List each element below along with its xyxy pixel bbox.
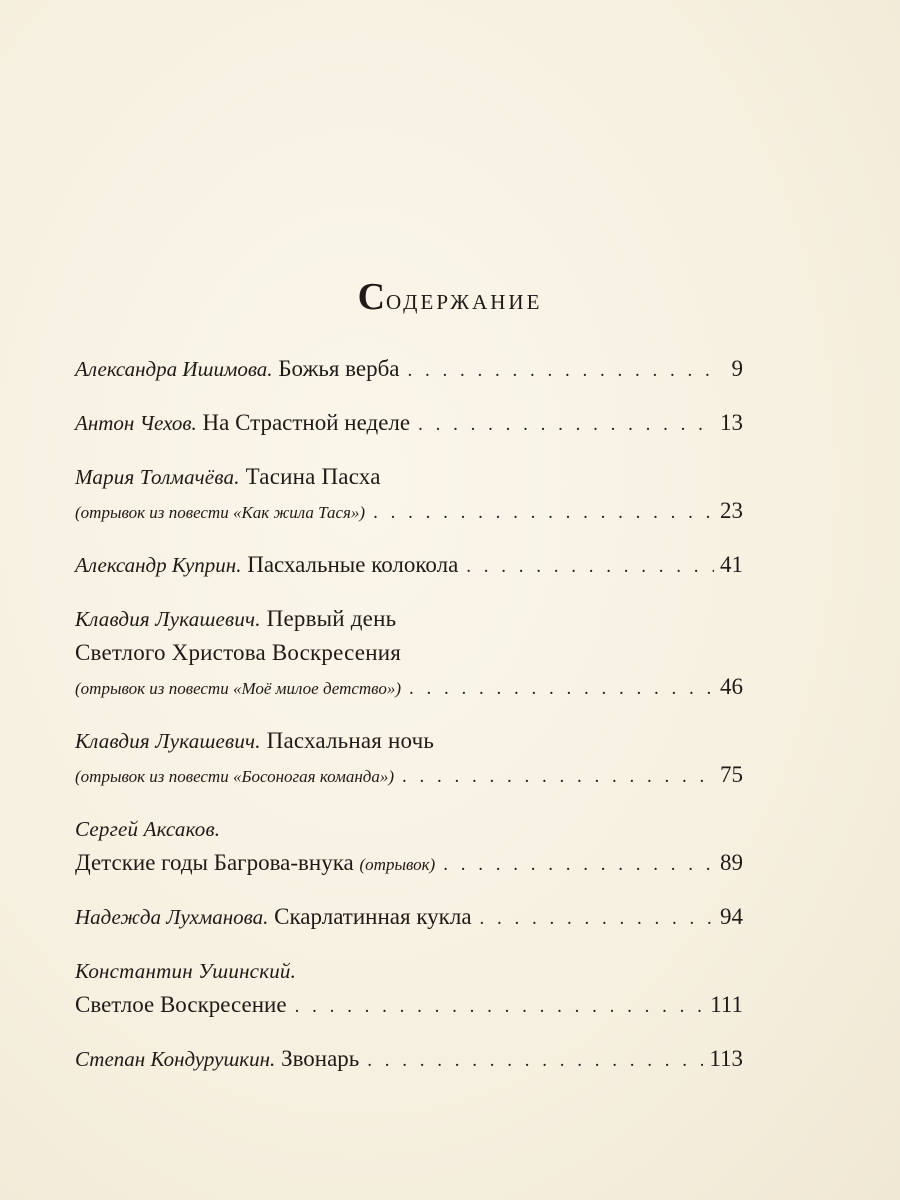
table-of-contents xyxy=(75,352,743,1096)
toc-author: Александра Ишимова. xyxy=(75,357,273,381)
dot-leader xyxy=(409,672,714,706)
toc-page-number: 9 xyxy=(731,356,743,381)
toc-row xyxy=(75,494,743,530)
toc-page-number: 89 xyxy=(720,850,743,875)
toc-heading xyxy=(75,548,458,582)
toc-author: Мария Толмачёва. xyxy=(75,465,240,489)
toc-note: (отрывок из повести «Босоногая команда») xyxy=(75,767,395,786)
toc-page-number: 94 xyxy=(720,904,743,929)
toc-title: Пасхальные колокола xyxy=(247,552,459,577)
toc-heading xyxy=(75,460,743,494)
toc-author: Клавдия Лукашевич. xyxy=(75,729,261,753)
toc-row xyxy=(75,988,743,1024)
toc-note: (отрывок из повести «Как жила Тася») xyxy=(75,503,366,522)
toc-entry[interactable] xyxy=(75,460,743,530)
toc-page-number: 23 xyxy=(720,498,743,523)
toc-author: Антон Чехов. xyxy=(75,411,197,435)
toc-note: (отрывок из повести «Моё милое детство») xyxy=(75,679,401,698)
toc-title-with-note xyxy=(75,846,435,882)
toc-entry[interactable] xyxy=(75,602,743,706)
toc-title: Скарлатинная кукла xyxy=(274,904,472,929)
dot-leader xyxy=(466,550,714,584)
toc-note: (отрывок) xyxy=(359,855,436,874)
toc-author: Клавдия Лукашевич. xyxy=(75,607,261,631)
dot-leader xyxy=(402,760,714,794)
toc-entry[interactable] xyxy=(75,900,743,936)
dot-leader xyxy=(418,408,714,442)
toc-author: Александр Куприн. xyxy=(75,553,242,577)
dot-leader xyxy=(295,990,705,1024)
toc-page-number: 111 xyxy=(710,992,743,1017)
toc-entry[interactable] xyxy=(75,406,743,442)
toc-row xyxy=(75,900,743,936)
dot-leader xyxy=(373,496,714,530)
toc-heading xyxy=(75,954,743,988)
toc-row xyxy=(75,406,743,442)
toc-page-number: 113 xyxy=(709,1046,743,1071)
toc-page-number: 46 xyxy=(720,674,743,699)
toc-title: Тасина Пасха xyxy=(245,464,381,489)
toc-title: Светлое Воскресение xyxy=(75,992,287,1017)
toc-entry[interactable] xyxy=(75,1042,743,1078)
toc-author: Константин Ушинский. xyxy=(75,959,297,983)
toc-title: На Страстной неделе xyxy=(202,410,411,435)
toc-page-number: 41 xyxy=(720,552,743,577)
toc-page-number: 13 xyxy=(720,410,743,435)
toc-heading xyxy=(75,812,743,846)
toc-title: Звонарь xyxy=(281,1046,360,1071)
dot-leader xyxy=(480,902,714,936)
toc-author: Сергей Аксаков. xyxy=(75,817,221,841)
toc-heading xyxy=(75,724,743,758)
toc-title: Первый день xyxy=(266,606,397,631)
dot-leader xyxy=(408,354,715,388)
toc-heading xyxy=(75,406,410,440)
toc-entry[interactable] xyxy=(75,724,743,794)
toc-author: Надежда Лухманова. xyxy=(75,905,269,929)
toc-heading xyxy=(75,1042,359,1076)
dot-leader xyxy=(367,1044,703,1078)
toc-title: Божья верба xyxy=(278,356,400,381)
toc-heading xyxy=(75,602,743,636)
toc-row xyxy=(75,846,743,882)
toc-row xyxy=(75,352,743,388)
dot-leader xyxy=(443,848,714,882)
toc-row xyxy=(75,670,743,706)
toc-entry[interactable] xyxy=(75,954,743,1024)
title-rest: одержание xyxy=(386,283,543,316)
toc-entry[interactable] xyxy=(75,352,743,388)
toc-page-number: 75 xyxy=(720,762,743,787)
toc-title: Пасхальная ночь xyxy=(266,728,435,753)
title-initial: С xyxy=(357,276,387,318)
toc-entry[interactable] xyxy=(75,548,743,584)
toc-row xyxy=(75,758,743,794)
toc-heading xyxy=(75,900,472,934)
toc-entry[interactable] xyxy=(75,812,743,882)
toc-title-continued: Светлого Христова Воскресения xyxy=(75,640,402,665)
toc-row xyxy=(75,548,743,584)
toc-heading xyxy=(75,352,400,386)
toc-row xyxy=(75,1042,743,1078)
toc-author: Степан Кондурушкин. xyxy=(75,1047,276,1071)
page-title xyxy=(0,275,900,319)
toc-title: Детские годы Багрова-внука xyxy=(75,850,354,875)
